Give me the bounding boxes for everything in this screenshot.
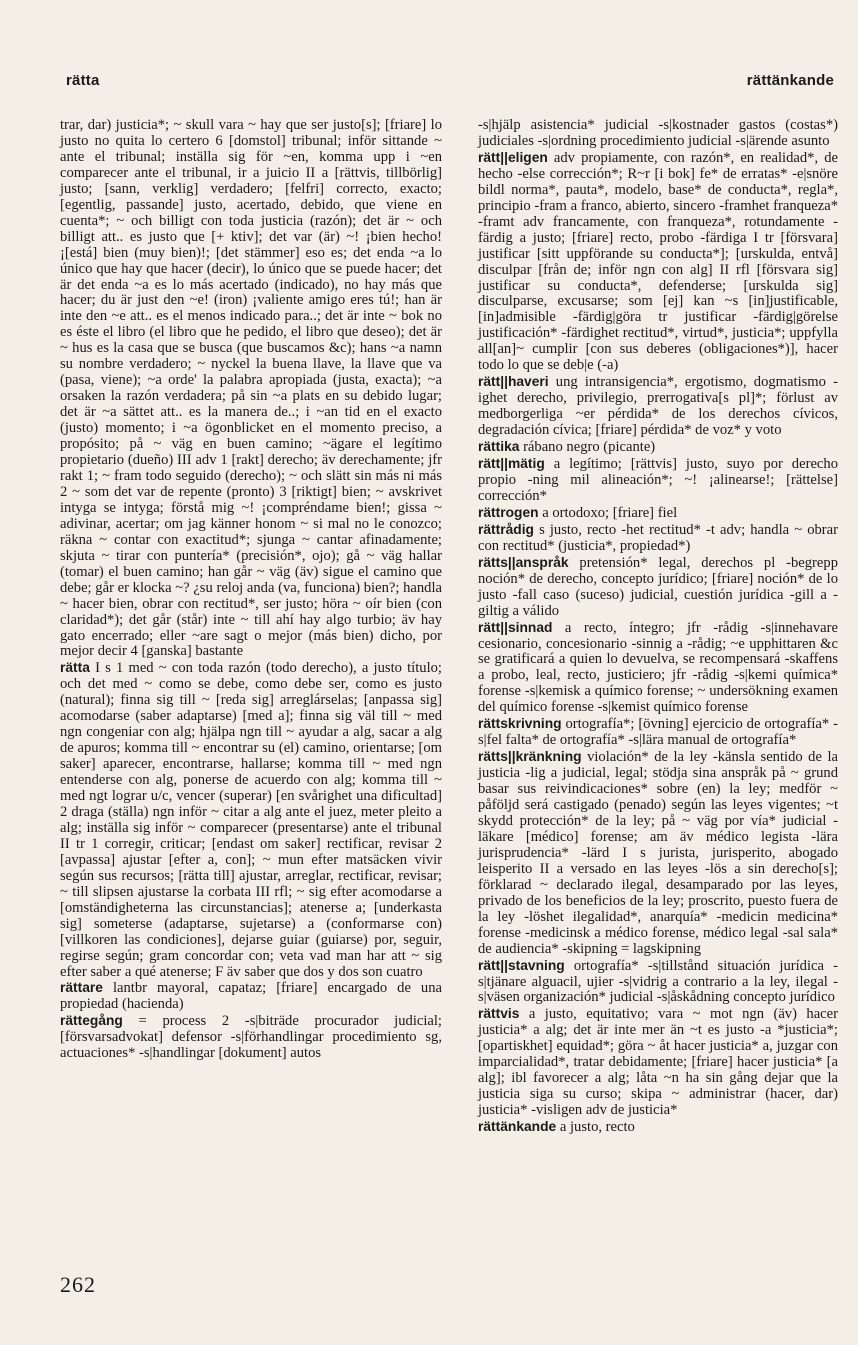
dictionary-entry — [478, 150, 838, 374]
right-column — [478, 118, 838, 1136]
dictionary-entry — [478, 439, 838, 456]
entry-headword: rätts||anspråk — [478, 554, 569, 570]
entry-headword: rättänkande — [478, 1119, 557, 1135]
entry-text: = process 2 -s|biträde procurador judicial; [försvarsadvokat] defensor -s|förhandlingar procedimiento sg, actuaciones* -s|handlingar [dokument] autos — [60, 1013, 442, 1062]
dictionary-entry — [60, 980, 442, 1013]
dictionary-entry — [478, 1006, 838, 1119]
entry-headword: rättvis — [478, 1006, 520, 1022]
entry-headword: rätta — [60, 660, 90, 676]
entry-text: rábano negro (picante) — [519, 439, 656, 456]
dictionary-entry — [60, 1013, 442, 1062]
entry-text: -s|hjälp asistencia* judicial -s|kostnader gastos (costas*) judiciales -s|ordning procedimiento judicial -s|ärende asunto — [478, 117, 838, 149]
entry-headword: rätt||stavning — [478, 957, 565, 973]
entry-text: a recto, íntegro; jfr -rådig -s|innehavare cesionario, concesionario -sinnig a -rådig; ~e upphittaren &c se gratificará a quien lo devuelva, se recompensará -skaffens a probo, leal, recto, justiciero; jfr -rådig -s|kemi química* forense -s|kemisk a químico forense; ~ undersökning examen del químico forense -s|kemist químico forense — [478, 619, 838, 716]
entry-headword: rättskrivning — [478, 716, 562, 732]
entry-text: lantbr mayoral, capataz; [friare] encargado de una propiedad (hacienda) — [60, 980, 442, 1013]
entry-text: ung intransigencia*, ergotismo, dogmatismo -ighet derecho, privilegio, prerrogativa[s pl]*; förlust av medborgerliga ~er pérdida* de los derechos cívicos, degradación cívica; [friare] pérdida* de voz* y voto — [478, 374, 838, 439]
entry-text: ortografía*; [övning] ejercicio de ortografía* -s|fel falta* de ortografía* -s|lära manual de ortografía* — [478, 716, 838, 749]
entry-text: I s 1 med ~ con toda razón (todo derecho), a justo título; och det med ~ como se debe, como debe ser, como es justo (natural); finna sig till ~ [reda sig] arreglárselas; [anpassa sig] acomodarse (saber adaptarse) [med a]; finna sig väl till ~ med ngn congeniar con alg; hjälpa ngn till ~ ayudar a alg, sacar a alg de apuros; komma till ~ encontrar su (el) camino, orientarse; [om saker] aparecer, encontrarse, hallarse; komma till ~ med ngn entenderse con alg, ponerse de acuerdo con alg; komma till ~ med ngt lograr u/c, vencer (superar) [en svårighet una dificultad] 2 draga (ställa) ngn inför ~ citar a alg ante el juez, meter pleito a alg; inställa sig inför ~ comparecer (presentarse) ante el tribunal II tr 1 corregir, criticar; [endast om saker] rectificar, revisar 2 [avpassa] ajustar [efter a, con]; ~ mun efter matsäcken vivir según sus recursos; [rätta till] ajustar, arreglar, rectificar, revisar; ~ till slipsen ajustarse la corbata III rfl; ~ sig efter acomodarse a [omständigheterna las circunstancias]; atenerse a; [underkasta sig] someterse (adaptarse, sujetarse) a (conformarse con) [villkoren las condiciones], dejarse guiar (guiarse) por, seguir, regirse según; gram concordar con; veta vad man har att ~ sig efter saber a qué atenerse; F äv saber que dos y dos son cuatro — [60, 660, 442, 980]
dictionary-entry — [478, 118, 838, 150]
entry-headword: rätt||eligen — [478, 149, 548, 165]
entry-text: violación* de la ley -känsla sentido de la justicia -lig a judicial, legal; stödja sina anspråk på ~ grund basar sus reivindicaciones* sobre (en) la ley; medför ~ påföljd será castigado (penado) según las leyes vigentes; ~t skydd protección* de la ley; på ~ väg por vía* judicial -läkare [médico] forense; am äv médico legista -lära jurisprudencia* -lärd I s jurista, jurisperito, abogado leisperito II a versado en las leyes -lös a sin derecho[s]; förklarad ~ declarado ilegal, desamparado por las leyes, privado de los beneficios de la ley; proscrito, puesto fuera de la ley -löshet ilegalidad*, anarquía* -medicin medicina* forense -medicinsk a médico forense, médico legal -sal sala* de audiencia* -skipning = lagskipning — [478, 749, 838, 957]
dictionary-entry — [478, 958, 838, 1007]
entry-headword: rätt||sinnad — [478, 619, 553, 635]
entry-headword: rättrådig — [478, 521, 534, 537]
entry-text: pretensión* legal, derechos pl -begrepp noción* de derecho, concepto jurídico; [friare] noción* de lo justo -fall caso (suceso) judicial, cuestión jurídica -gill a -giltig a válido — [478, 554, 838, 619]
page-number: 262 — [60, 1272, 96, 1297]
entry-text: a ortodoxo; [friare] fiel — [538, 504, 678, 521]
entry-text: a legítimo; [rättvis] justo, suyo por derecho propio -ning mil alineación*; ~! ¡alinearse!; [rättelse] corrección* — [478, 456, 838, 504]
dictionary-entry — [478, 555, 838, 620]
entry-headword: rätts||kränkning — [478, 749, 582, 765]
entry-text: s justo, recto -het rectitud* -t adv; handla ~ obrar con rectitud* (justicia*, propiedad*) — [478, 521, 838, 554]
running-head-right: rättänkande — [746, 72, 834, 89]
entry-headword: rätt||mätig — [478, 456, 545, 472]
dictionary-entry — [478, 1119, 838, 1136]
running-head-left: rätta — [66, 72, 100, 89]
entry-headword: rättika — [478, 439, 520, 455]
entry-text: adv propiamente, con razón*, en realidad*, de hecho -else corrección*; R~r [i bok] fe* de erratas* -e|snöre bildl norma*, pauta*, modelo, base* de conducta*, regla*, principio -fram a franco, abierto, sincero -framhet franqueza* -framt adv francamente, con franqueza*, rotundamente -färdig a justo; [friare] recto, probo -färdiga I tr [försvara] justificar [sitt uppförande su conducta*]; [urskulda, entvå] disculpar [från de; inför ngn con alg] II rfl [försvara sig] justificar su conducta*, defenderse; [urskulda sig] disculparse, excusarse; som [ej] kan ~s [in]justificable, [in]admisible -färdig|göra tr justificar -färdig|görelse justificación* -färdighet rectitud*, virtud*, justicia*; uppfylla all[an]~ cumplir [con sus deberes (obligaciones*)], hacer todo lo que se deb|e (-a) — [478, 149, 838, 374]
entry-headword: rättare — [60, 980, 103, 996]
entry-headword: rätt||haveri — [478, 374, 549, 390]
dictionary-entry — [60, 118, 442, 660]
dictionary-entry — [478, 505, 838, 522]
entry-headword: rättegång — [60, 1013, 123, 1029]
dictionary-entry — [478, 749, 838, 957]
entry-text: trar, dar) justicia*; ~ skull vara ~ hay que ser justo[s]; [friare] lo justo no quita lo certero 6 [domstol] tribunal; inför sittande ~ ante el tribunal; inställa sig för ~en, komma upp i ~en comparecer ante el tribunal, ir a juicio II a [rättvis, tillbörlig] justo; [sann, verklig] verdadero; [felfri] correcto, exacto; [egentlig, passande] justo, acertado, debido, que viene en cuenta*; ~ och billigt con toda justicia (razón); det är ~ och billigt att.. es justo que [+ ktiv]; det var (är) ~! ¡bien hecho! ¡[está] bien (muy bien)!; [det stämmer] eso es; det enda ~a lo único que hay que hacer (decir), lo único que se puede hacer; det är det enda ~a es lo más acertado (indicado), no hay más que hacer; du är just den ~e! (iron) ¡valiente amigo eres tú!; han är inte den ~e att.. es el menos indicado para..; det är inte ~ bok no es éste el libro (el libro que he pedido, el libro que deseo); det är ~ hus es la casa que se busca (que buscamos &c); hans ~a namn su nombre verdadero; ~ nyckel la buena llave, la llave que va (pasa, viene); ~a orde' la palabra apropiada (justa, exacta); ~a orsaken la razón verdadera; på sin ~a plats en su debido lugar; det är ~a sättet att.. es la manera de..; i ~an tid en el exacto (justo) momento; i ~a ögonblicket en el momento preciso, a propósito; på ~ väg en buen camino; ~ägare el legítimo propietario (dueño) III adv 1 [rakt] derecho; äv derechamente; jfr rakt 1; ~ fram todo seguido (derecho); ~ och slätt sin más ni más 2 ~ som det var de repente (pronto) 3 [riktigt] bien; ~ avskrivet intyga se intyga; förstå mig ~! ¡compréndame bien!; gissa ~ adivinar, acertar; om jag känner honom ~ si mal no le conozco; räkna ~ contar con exactitud*; sjunga ~ cantar afinadamente; skjuta ~ tirar con puntería* (precisión*, ojo); gå ~ väg hallar (tomar) el buen camino; han går ~ väg (äv) sigue el camino que debe; går er klocka ~? ¿su reloj anda (va, funciona) bien?; handla ~ hacer bien, obrar con rectitud*, ser justo; höra ~ oír bien (con claridad*); det går (står) inte ~ till ahí hay algo turbio; äv hay gato encerrado; eller ~are sagt o mejor (más bien) dicho, por mejor decir 4 [ganska] bastante — [60, 117, 442, 660]
dictionary-entry — [478, 522, 838, 555]
dictionary-entry — [478, 716, 838, 749]
dictionary-entry — [478, 620, 838, 717]
dictionary-entry — [60, 660, 442, 980]
entry-text: ortografía* -s|tillstånd situación jurídica -s|tjänare alguacil, ujier -s|vidrig a contrario a la ley, ilegal -s|väsen organización* judicial -s|åskådning concepto jurídico — [478, 957, 838, 1006]
dictionary-entry — [478, 456, 838, 505]
entry-headword: rättrogen — [478, 504, 539, 520]
entry-text: a justo, equitativo; vara ~ mot ngn (äv) hacer justicia* a alg; det är inte mer än ~t es justo -a *justicia*; [opartiskhet] equidad*; göra ~ åt hacer justicia* a, juzgar con imparcialidad*, tratar debidamente; [friare] hacer justicia* [a alg]; ibl favorecer a alg; låta ~n ha sin gång dejar que la justicia siga su curso; skipa ~ administrar (hacer, dar) justicia* -visligen adv de justicia* — [478, 1006, 838, 1119]
entry-text: a justo, recto — [556, 1119, 635, 1136]
left-column — [60, 118, 442, 1062]
dictionary-entry — [478, 374, 838, 439]
